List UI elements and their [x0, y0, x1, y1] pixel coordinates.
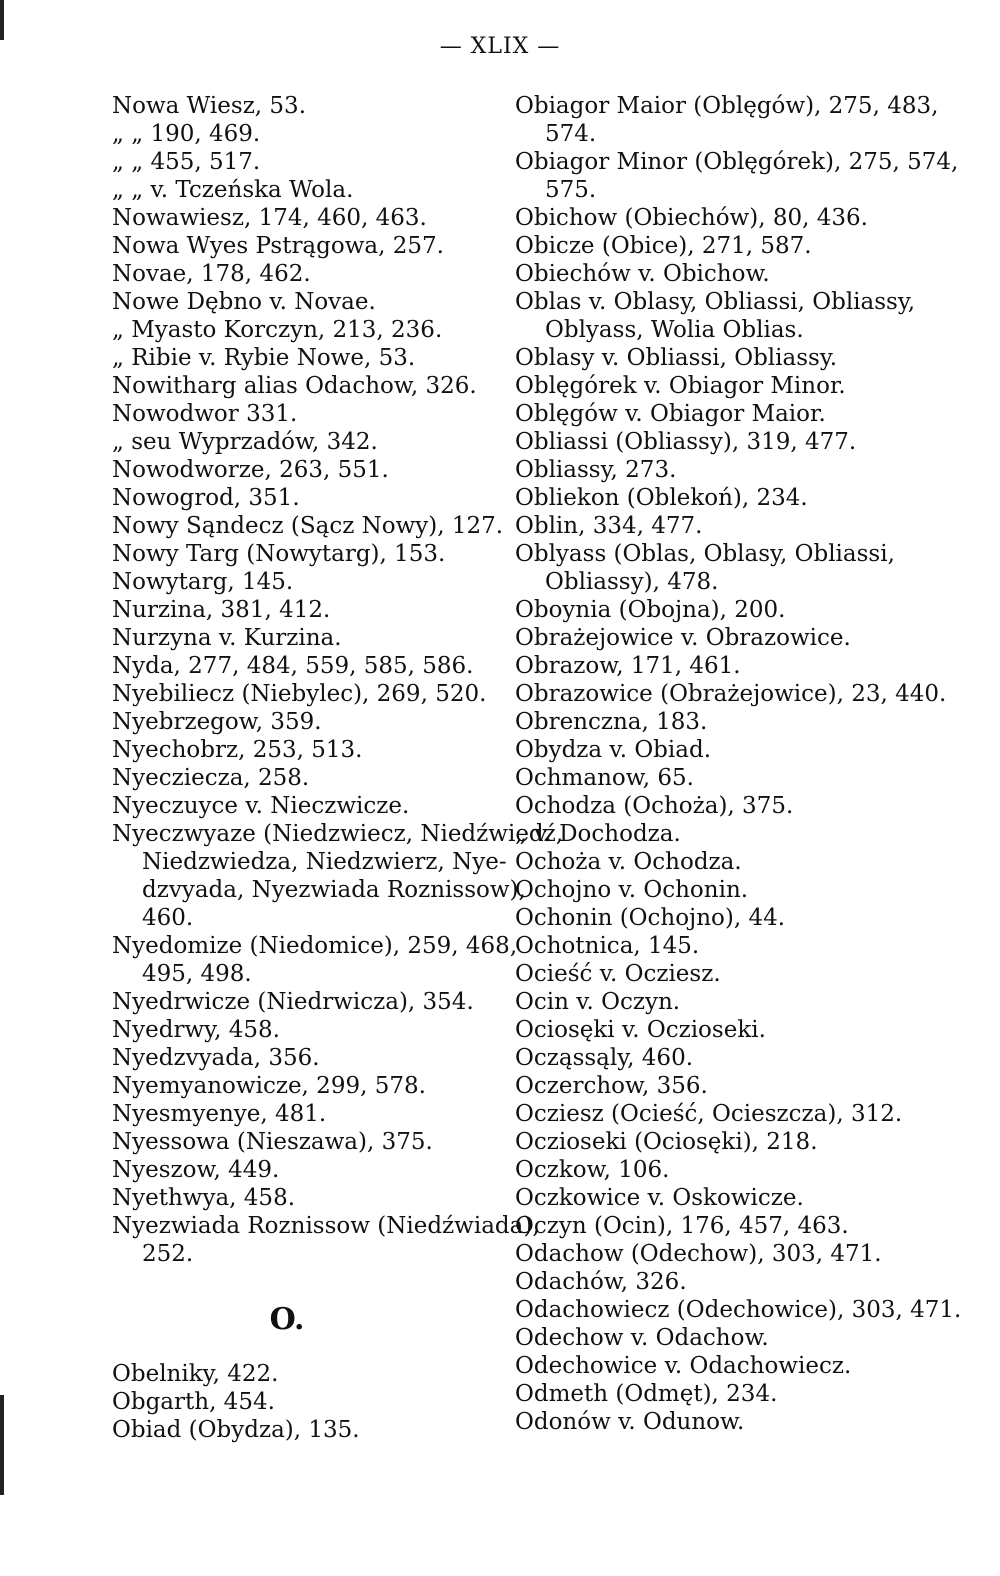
index-entry: Nowitharg alias Odachow, 326. [112, 373, 477, 399]
index-entry: Nyda, 277, 484, 559, 585, 586. [112, 653, 474, 679]
index-entry: Nyessowa (Nieszawa), 375. [112, 1129, 433, 1155]
index-entry: Nowodwor 331. [112, 401, 298, 427]
index-entry: Odmeth (Odmęt), 234. [515, 1381, 778, 1407]
index-entry: Odachów, 326. [515, 1269, 687, 1295]
index-entry: Oczkow, 106. [515, 1157, 670, 1183]
index-entry: Nurzina, 381, 412. [112, 597, 331, 623]
index-entry: „ v. Dochodza. [515, 821, 681, 847]
margin-scan-mark [0, 1395, 4, 1495]
index-entry: Nyesmyenye, 481. [112, 1101, 327, 1127]
index-entry: Nowe Dębno v. Novae. [112, 289, 376, 315]
index-entry: Obliassy, 273. [515, 457, 677, 483]
index-entry: Oblęgów v. Obiagor Maior. [515, 401, 826, 427]
index-entry: Obicze (Obice), 271, 587. [515, 233, 812, 259]
index-entry: Nurzyna v. Kurzina. [112, 625, 342, 651]
index-entry: Odonów v. Odunow. [515, 1409, 745, 1435]
index-entry: dzvyada, Nyezwiada Roznissow), [142, 877, 526, 903]
index-entry: Nyethwya, 458. [112, 1185, 296, 1211]
index-entry: Obrenczna, 183. [515, 709, 708, 735]
index-entry: Nyebrzegow, 359. [112, 709, 322, 735]
index-entry: Nowy Sąndecz (Sącz Nowy), 127. [112, 513, 504, 539]
left-entries-n [112, 92, 564, 1268]
index-entry: Obrażejowice v. Obrazowice. [515, 625, 851, 651]
index-entry: Obliassy), 478. [545, 569, 719, 595]
right-entries-o [515, 92, 962, 1436]
index-entry: „ „ v. Tczeńska Wola. [112, 177, 354, 203]
index-entry: Nyedrwicze (Niedrwicza), 354. [112, 989, 474, 1015]
index-entry: Oczerchow, 356. [515, 1073, 708, 1099]
index-entry: Oblas v. Oblasy, Obliassi, Obliassy, [515, 289, 916, 315]
index-entry: „ „ 190, 469. [112, 121, 261, 147]
index-entry: „ Myasto Korczyn, 213, 236. [112, 317, 443, 343]
index-entry: Oboynia (Obojna), 200. [515, 597, 786, 623]
index-entry: Oblyass (Oblas, Oblasy, Obliassi, [515, 541, 895, 567]
index-entry: Obliassi (Obliassy), 319, 477. [515, 429, 857, 455]
index-entry: Ochonin (Ochojno), 44. [515, 905, 786, 931]
index-entry: Obiechów v. Obichow. [515, 261, 770, 287]
section-letter: O. [269, 1302, 305, 1337]
index-entry: 574. [545, 121, 597, 147]
index-entry: Nyebiliecz (Niebylec), 269, 520. [112, 681, 487, 707]
index-entry: Oblęgórek v. Obiagor Minor. [515, 373, 846, 399]
index-entry: Nyeczwyaze (Niedzwiecz, Niedźwiedź, [112, 821, 564, 847]
index-entry: Obliekon (Oblekoń), 234. [515, 485, 808, 511]
index-entry: Obgarth, 454. [112, 1389, 275, 1415]
index-entry: Nowa Wiesz, 53. [112, 93, 307, 119]
index-entry: 460. [142, 905, 194, 931]
index-entry: Ochotnica, 145. [515, 933, 700, 959]
index-entry: 252. [142, 1241, 194, 1267]
index-entry: Nyedrwy, 458. [112, 1017, 280, 1043]
index-entry: Nowytarg, 145. [112, 569, 294, 595]
index-entry: Nowogrod, 351. [112, 485, 300, 511]
page-number: — XLIX — [439, 34, 561, 59]
index-entry: Nyezwiada Roznissow (Niedźwiada), [112, 1213, 540, 1239]
index-entry: Ochmanow, 65. [515, 765, 694, 791]
index-entry: Odechowice v. Odachowiecz. [515, 1353, 852, 1379]
index-entry: „ seu Wyprzadów, 342. [112, 429, 378, 455]
index-entry: 575. [545, 177, 597, 203]
index-entry: Ochojno v. Ochonin. [515, 877, 749, 903]
index-entry: Odachowiecz (Odechowice), 303, 471. [515, 1297, 962, 1323]
index-entry: 495, 498. [142, 961, 252, 987]
index-entry: Nyechobrz, 253, 513. [112, 737, 363, 763]
index-entry: Ocziesz (Ocieść, Ocieszcza), 312. [515, 1101, 903, 1127]
left-entries-o [112, 1360, 522, 1444]
index-entry: Ociosęki v. Oczioseki. [515, 1017, 766, 1043]
index-entry: Nowawiesz, 174, 460, 463. [112, 205, 427, 231]
index-entry: Oblasy v. Obliassi, Obliassy. [515, 345, 838, 371]
index-entry: Obiagor Minor (Oblęgórek), 275, 574, [515, 149, 959, 175]
index-entry: Nyeczuyce v. Nieczwicze. [112, 793, 410, 819]
index-entry: Niedzwiedza, Niedzwierz, Nye- [142, 849, 507, 875]
index-entry: Nyemyanowicze, 299, 578. [112, 1073, 426, 1099]
index-entry: Obrazow, 171, 461. [515, 653, 741, 679]
index-entry: „ Ribie v. Rybie Nowe, 53. [112, 345, 416, 371]
index-entry: Obelniky, 422. [112, 1361, 279, 1387]
index-entry: Oczyn (Ocin), 176, 457, 463. [515, 1213, 849, 1239]
index-entry: Odachow (Odechow), 303, 471. [515, 1241, 882, 1267]
index-entry: Odechow v. Odachow. [515, 1325, 769, 1351]
index-entry: Nyedomize (Niedomice), 259, 468, [112, 933, 518, 959]
index-entry: Obiagor Maior (Oblęgów), 275, 483, [515, 93, 939, 119]
index-entry: Ochodza (Ochoża), 375. [515, 793, 794, 819]
index-entry: Nowodworze, 263, 551. [112, 457, 389, 483]
index-entry: Ocieść v. Ocziesz. [515, 961, 721, 987]
index-entry: Oczkowice v. Oskowicze. [515, 1185, 804, 1211]
index-entry: Ocząssąly, 460. [515, 1045, 694, 1071]
index-entry: Oblyass, Wolia Oblias. [545, 317, 804, 343]
left-column [112, 92, 564, 1444]
index-entry: Obydza v. Obiad. [515, 737, 712, 763]
index-entry: Ochoża v. Ochodza. [515, 849, 742, 875]
index-entry: Nyedzvyada, 356. [112, 1045, 320, 1071]
right-column [515, 92, 962, 1436]
index-entry: Novae, 178, 462. [112, 261, 311, 287]
index-entry: „ „ 455, 517. [112, 149, 261, 175]
index-entry: Oczioseki (Ociosęki), 218. [515, 1129, 818, 1155]
index-entry: Nowa Wyes Pstrągowa, 257. [112, 233, 444, 259]
index-entry: Nowy Targ (Nowytarg), 153. [112, 541, 446, 567]
index-entry: Oblin, 334, 477. [515, 513, 703, 539]
index-entry: Obichow (Obiechów), 80, 436. [515, 205, 868, 231]
index-entry: Ocin v. Oczyn. [515, 989, 681, 1015]
index-entry: Nyecziecza, 258. [112, 765, 310, 791]
index-entry: Obiad (Obydza), 135. [112, 1417, 360, 1443]
index-entry: Obrazowice (Obrażejowice), 23, 440. [515, 681, 947, 707]
index-entry: Nyeszow, 449. [112, 1157, 280, 1183]
